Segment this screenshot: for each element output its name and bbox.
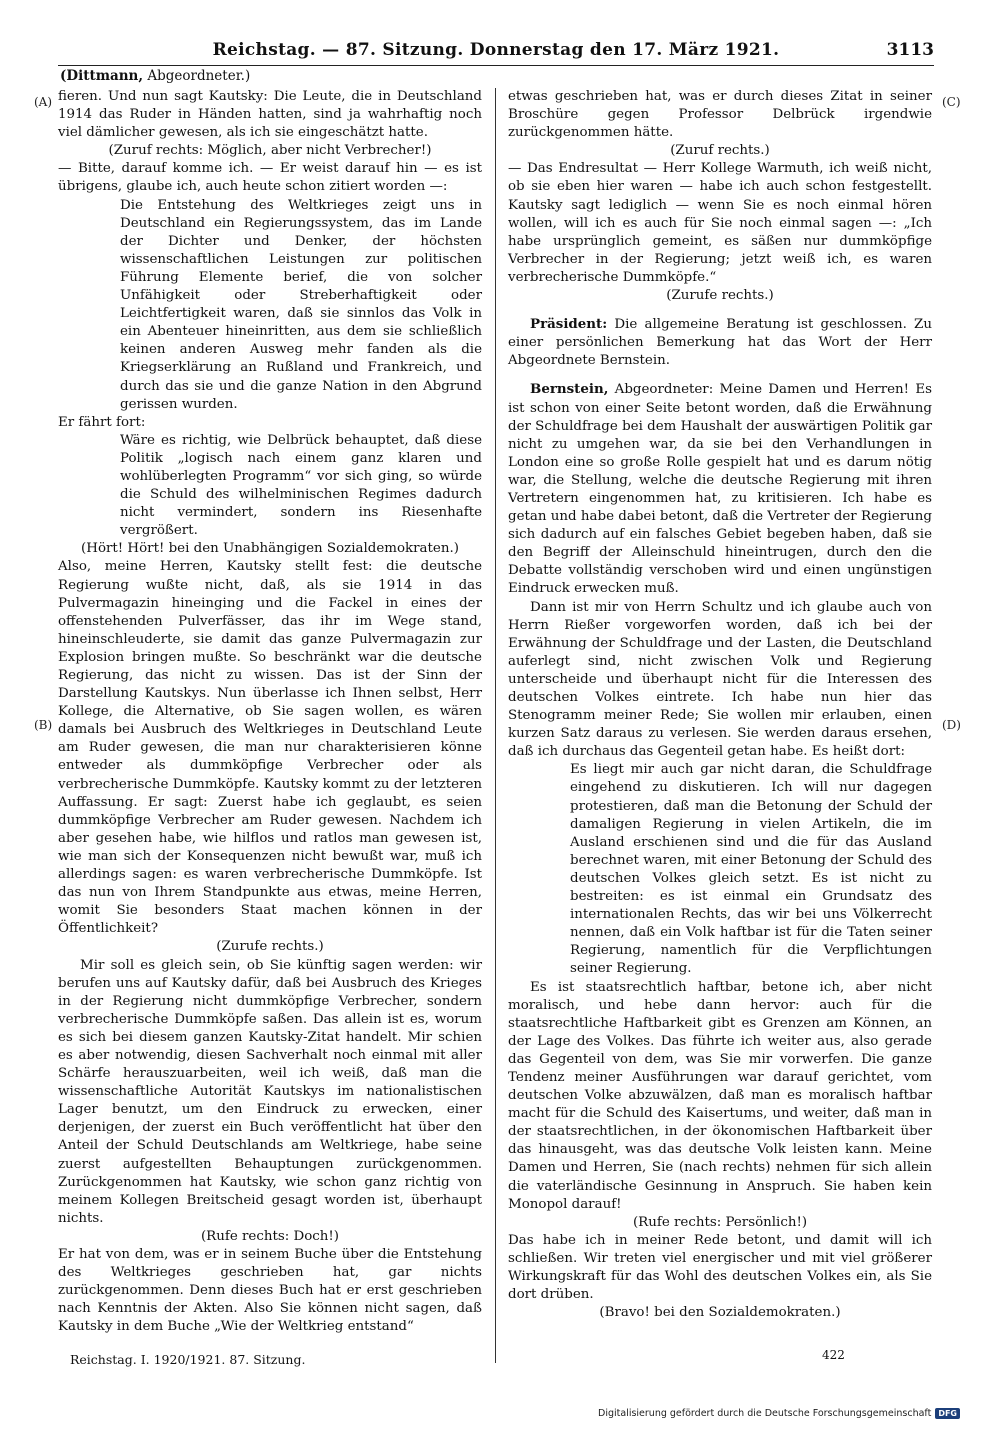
header-rule xyxy=(58,65,934,66)
president-label: Präsident: xyxy=(530,316,608,333)
credit-text: Digitalisierung gefördert durch die Deutsche Forschungsgemeinschaft xyxy=(598,1408,932,1419)
right-quote-1 xyxy=(570,761,932,978)
right-paragraph-5: Das habe ich in meiner Rede betont, und damit will ich schließen. Wir treten viel energischer und mit viel größerer Wirkungskraft für das Wohl des deutschen Volkes ein, als Sie dort drüben. xyxy=(508,1232,932,1303)
bernstein-paragraph xyxy=(508,380,932,598)
right-paragraph-3: Dann ist mir von Herrn Schultz und ich glaube auch von Herrn Rießer vorgeworfen worden, daß ich bei der Erwähnung der Schuldfrage und der Lasten, die Deutschland auferlegt sind, nicht zwischen Volk und Regierung unterscheide und überhaupt nicht für die Interessen des deutschen Volkes eintrete. Ich habe nun hier das Stenogramm meiner Rede; Sie wollen mir erlauben, einen kurzen Satz daraus zu verlesen. Sie werden daraus ersehen, daß ich durchaus das Gegenteil getan habe. Es heißt dort: xyxy=(508,599,932,760)
margin-marker-c: (C) xyxy=(942,95,961,109)
right-paragraph-4: Es ist staatsrechtlich haftbar, betone ich, aber nicht moralisch, und hebe dann hervor: auch für die staatsrechtliche Haftbarkeit gibt es Grenzen am Können, an der Lage des Volkes. Das führte ich weiter aus, also gerade das Gegenteil von dem, was Sie mir vorwerfen. Die ganze Tendenz meiner Ausführungen war darauf gerichtet, vom deutschen Volke abzuwälzen, daß man es moralisch haftbar macht für die Schuld des Kaisertums, und weiter, daß man in der staatsrechtlichen, in der ökonomischen Haftbarkeit über das hinausgeht, was das deutsche Volk leisten kann. Meine Damen und Herren, Sie (nach rechts) nehmen für sich allein die vaterländische Gesinnung in Anspruch. Sie haben kein Monopol darauf! xyxy=(508,979,932,1212)
right-interjection-1: (Zuruf rechts.) xyxy=(670,143,770,159)
page-header xyxy=(58,40,934,66)
right-column xyxy=(508,88,932,1322)
left-paragraph-3: Er fährt fort: xyxy=(58,414,146,430)
spacer xyxy=(508,305,932,315)
right-interjection-2: (Zurufe rechts.) xyxy=(666,288,774,304)
digitization-credit xyxy=(598,1408,960,1419)
president-paragraph xyxy=(508,315,932,370)
left-quote-1 xyxy=(120,197,482,414)
left-paragraph-2: — Bitte, darauf komme ich. — Er weist darauf hin — es ist übrigens, glaube ich, auch heute schon zitiert worden —: xyxy=(58,161,482,195)
left-interjection-4: (Rufe rechts: Doch!) xyxy=(200,1228,340,1244)
running-title: Reichstag. — 87. Sitzung. Donnerstag den 17. März 1921. xyxy=(212,40,780,60)
bernstein-text: Abgeordneter: Meine Damen und Herren! Es ist schon von einer Seite betont worden, daß die Erwähnung der Schuldfrage bei dem Haushalt der auswärtigen Politik gar nicht zu umgehen war, da sie bei den Verhandlungen in London eine so große Rolle gespielt hat und es darum nötig war, die Stellung, welche die deutsche Regierung mit ihren Vertretern eingenommen hat, zu kritisieren. Ich habe es getan und habe dabei betont, daß die Vertreter der Regierung sich dadurch auf ein falsches Gebiet begeben haben, daß sie den Begriff der Alleinschuld hineintrugen, durch den die Debatte vollständig verschoben wird und einen ungünstigen Eindruck erwecken muß. xyxy=(508,382,932,597)
margin-marker-b: (B) xyxy=(34,718,53,732)
president-text: Die allgemeine Beratung ist geschlossen. Zu einer persönlichen Bemerkung hat das Wort der Herr Abgeordnete Bernstein. xyxy=(508,317,932,369)
right-paragraph-1: etwas geschrieben hat, was er durch dieses Zitat in seiner Broschüre gegen Professor Delbrück irgendwie zurückgenommen hätte. xyxy=(508,89,932,141)
left-paragraph-6: Er hat von dem, was er in seinem Buche über die Entstehung des Weltkrieges geschrieben hat, gar nichts zurückgenommen. Denn dieses Buch hat er erst geschrieben nach Kenntnis der Akten. Also Sie können nicht sagen, daß Kautsky in dem Buche „Wie der Weltkrieg entstand“ xyxy=(58,1247,482,1335)
left-interjection-2: (Hört! Hört! bei den Unabhängigen Sozialdemokraten.) xyxy=(81,541,459,557)
right-interjection-4: (Bravo! bei den Sozialdemokraten.) xyxy=(599,1305,841,1321)
left-paragraph-5: Mir soll es gleich sein, ob Sie künftig sagen werden: wir berufen uns auf Kautsky dafür, daß bei Ausbruch des Krieges in der Regierung nicht dummköpfige Verbrecher, sondern verbrecherische Dummköpfe saßen. Das allein ist es, worum es sich bei diesem ganzen Kautsky-Zitat handelt. Mir schien es aber notwendig, diesen Sachverhalt noch einmal mit aller Schärfe herauszuarbeiten, weil ich weiß, daß man die wissenschaftliche Autorität Kautskys im nationalistischen Lager benutzt, um den Eindruck zu erwecken, einer derjenigen, der zuerst ein Buch veröffentlicht hat über den Anteil der Schuld Deutschlands am Weltkriege, habe seine zuerst aufgestellten Behauptungen zurückgenommen. Zurückgenommen hat Kautsky, wie schon ganz richtig von meinem Kollegen Breitscheid gesagt worden ist, überhaupt nichts. xyxy=(58,957,482,1226)
right-paragraph-2: — Das Endresultat — Herr Kollege Warmuth, ich weiß nicht, ob sie eben hier waren — habe ich auch schon festgestellt. Kautsky sagt lediglich — wenn Sie es noch einmal hören wollen, will ich es auch für Sie noch einmal sagen —: „Ich habe ursprünglich gemeint, es säßen nur dummköpfige Verbrecher in der Regierung; jetzt weiß ich, es waren verbrecherische Dummköpfe.“ xyxy=(508,161,932,285)
left-quote-2-text: Wäre es richtig, wie Delbrück behauptet, daß diese Politik „logisch nach einem ganz klaren und wohlüberlegten Programm“ vor sich ging, so würde die Schuld des wilhelminischen Regimes dadurch nicht vermindert, sondern ins Riesenhafte vergrößert. xyxy=(120,432,482,539)
left-quote-2 xyxy=(120,432,482,541)
left-paragraph-1: fieren. Und nun sagt Kautsky: Die Leute, die in Deutschland 1914 das Ruder in Händen hatten, sind ja wahrhaftig noch viel dämlicher gewesen, als ich sie eingeschätzt hatte. xyxy=(58,89,482,141)
margin-marker-a: (A) xyxy=(34,95,53,109)
bernstein-label: Bernstein, xyxy=(530,381,609,398)
left-interjection-3: (Zurufe rechts.) xyxy=(216,939,324,955)
column-divider xyxy=(495,88,496,1363)
page-number: 3113 xyxy=(886,40,934,60)
speaker-tag-role: Abgeordneter.) xyxy=(147,68,251,84)
spacer xyxy=(508,370,932,380)
footer-right: 422 xyxy=(822,1348,845,1362)
dfg-logo-icon: DFG xyxy=(935,1408,960,1419)
margin-marker-d: (D) xyxy=(942,718,961,732)
left-interjection-1: (Zuruf rechts: Möglich, aber nicht Verbrecher!) xyxy=(108,143,432,159)
right-quote-1-text: Es liegt mir auch gar nicht daran, die Schuldfrage eingehend zu diskutieren. Ich will nur dagegen protestieren, daß man die Betonung der Schuld der damaligen Regierung in vielen Artikeln, die im Ausland erschienen sind und die für das Ausland berechnet waren, mit einer Betonung der Schuld des deutschen Volkes gleich setzt. Es ist nicht zu bestreiten: es ist einmal ein Grundsatz des internationalen Rechts, das wir bei uns Völkerrecht nennen, daß ein Volk haftbar ist für die Taten seiner Regierung, namentlich für die Verpflichtungen seiner Regierung. xyxy=(570,762,932,977)
left-quote-1-text: Die Entstehung des Weltkrieges zeigt uns in Deutschland ein Regierungssystem, das im Lande der Dichter und Denker, der höchsten wissenschaftlichen Leistungen zur politischen Führung Elemente berief, die von solcher Unfähigkeit oder Streberhaftigkeit oder Leichtfertigkeit waren, daß sie sinnlos das Volk in ein Abenteuer hineinritten, aus dem sie schließlich keinen anderen Ausweg mehr fanden als die Kriegserklärung an Rußland und Frankreich, und durch das sie und die ganze Nation in den Abgrund gerissen wurden. xyxy=(120,197,482,412)
speaker-tag xyxy=(60,68,250,84)
right-interjection-3: (Rufe rechts: Persönlich!) xyxy=(632,1214,808,1230)
speaker-tag-name: (Dittmann, xyxy=(60,68,144,84)
left-paragraph-4: Also, meine Herren, Kautsky stellt fest: die deutsche Regierung wußte nicht, daß, als sie 1914 in das Pulvermagazin hineinging und die Fackel in eines der offenstehenden Pulverfässer, das ihr im Wege stand, hineinschleuderte, sie damit das ganze Pulvermagazin zur Explosion bringen mußte. So beschränkt war die deutsche Regierung, das nicht zu wissen. Das ist der Sinn der Darstellung Kautskys. Nun überlasse ich Ihnen selbst, Herr Kollege, die Alternative, ob Sie sagen wollen, es wären damals bei Ausbruch des Weltkrieges in Deutschland Leute am Ruder gewesen, die man nur charakterisieren könne entweder als dummköpfige Verbrecher oder als verbrecherische Dummköpfe. Kautsky kommt zu der letzteren Auffassung. Er sagt: Zuerst habe ich geglaubt, es seien dummköpfige Verbrecher am Ruder gewesen. Nachdem ich aber gesehen habe, wie hilflos und ratlos man gewesen ist, wie man sich der Konsequenzen nicht bewußt war, muß ich allerdings sagen: es waren verbrecherische Dummköpfe. Ist das nun von Ihrem Standpunkte aus etwas, meine Herren, womit Sie besonders Staat machen können in der Öffentlichkeit? xyxy=(58,559,482,937)
left-column xyxy=(58,88,482,1336)
footer-left: Reichstag. I. 1920/1921. 87. Sitzung. xyxy=(70,1352,306,1367)
